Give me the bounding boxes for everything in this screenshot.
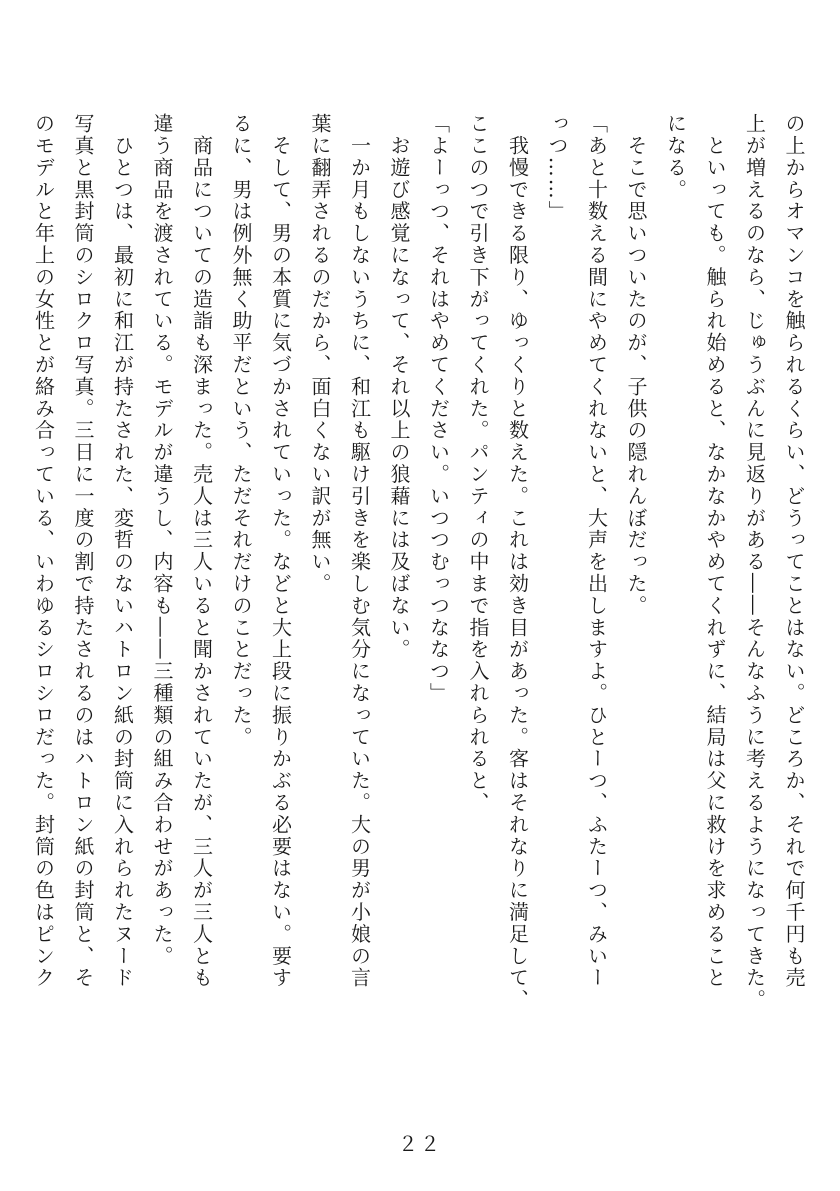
text-line: 商品についての造詣も深まった。売人は三人いると聞かされていたが、三人が三人とも xyxy=(189,113,214,989)
text-line: のモデルと年上の女性とが絡み合っている、いわゆるシロシロだった。封筒の色はピンク xyxy=(31,113,56,989)
text-line: 我慢できる限り、ゆっくりと数えた。これは効き目があった。客はそれなりに満足して、 xyxy=(505,113,530,1011)
text-line: 「よーっつ、それはやめてください。いつつむっつななつ」 xyxy=(426,113,451,705)
vertical-text-body xyxy=(23,113,813,1011)
text-line: になる。 xyxy=(663,113,688,201)
text-line: 一か月もしないうちに、和江も駆け引きを楽しむ気分になっていた。大の男が小娘の言 xyxy=(347,113,372,989)
text-line: るに、男は例外無く助平だという、ただそれだけのことだった。 xyxy=(229,113,253,749)
text-line: そこで思いついたのが、子供の隠れんぼだった。 xyxy=(624,113,648,617)
text-line: 写真と黒封筒のシロクロ写真。三日に一度の割で持たされるのはハトロン紙の封筒と、そ xyxy=(71,113,95,989)
text-line: の上からオマンコを触られるくらい、どうってことはない。どころか、それで何千円も売 xyxy=(782,113,806,989)
text-line: ここのつで引き下がってくれた。パンティの中まで指を入れられると、 xyxy=(466,113,490,814)
text-line: そして、男の本質に気づかされていった。などと大上段に振りかぶる必要はない。要す xyxy=(268,113,293,989)
text-line: 上が増えるのなら、じゅうぶんに見返りがある――そんなふうに考えるようになってきた。 xyxy=(742,113,767,1011)
page-number: ２２ xyxy=(398,1132,442,1156)
text-line: お遊び感覚になって、それ以上の狼藉には及ばない。 xyxy=(387,113,411,661)
text-line: ひとつは、最初に和江が持たされた、変哲のないハトロン紙の封筒に入れられたヌード xyxy=(110,113,135,989)
text-line: 「あと十数える間にやめてくれないと、大声を出しますよ。ひとーつ、ふたーつ、みいー xyxy=(584,113,609,989)
text-line: といっても。触られ始めると、なかなかやめてくれずに、結局は父に救けを求めること xyxy=(703,113,727,989)
text-line: 違う商品を渡されている。モデルが違うし、内容も――三種類の組み合わせがあった。 xyxy=(150,113,174,968)
text-line: 葉に翻弄されるのだから、面白くない訳が無い。 xyxy=(308,113,332,595)
text-line: っつ……」 xyxy=(545,113,569,223)
